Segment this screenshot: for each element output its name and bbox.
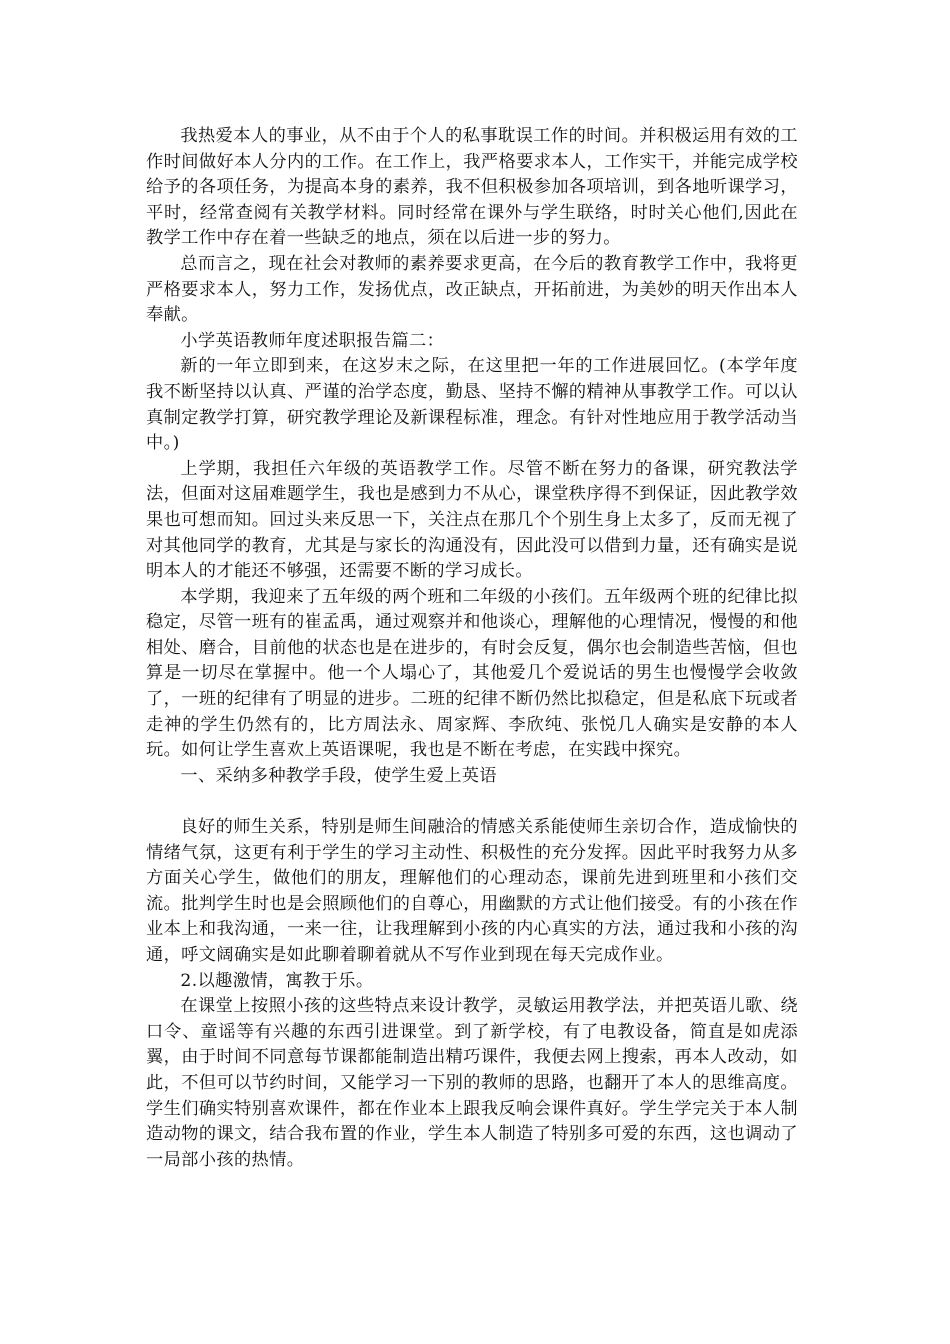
document-page	[146, 124, 798, 1173]
blank-line	[146, 789, 798, 815]
paragraph-teacher-student-relationship: 良好的师生关系，特别是师生间融洽的情感关系能使师生亲切合作，造成愉快的情绪气氛，这更有利于学生的学习主动性、积极性的充分发挥。因此平时我努力从多方面关心学生，做他们的朋友，理解他们的心理动态，课前先进到班里和小孩们交流。批判学生时也是会照顾他们的自尊心，用幽默的方式让他们接受。有的小孩在作业本上和我沟通，一来一往，让我理解到小孩的内心真实的方法，通过我和小孩的沟通，呼文阔确实是如此聊着聊着就从不写作业到现在每天完成作业。	[146, 817, 798, 965]
heading-teaching-methods: 一、采纳多种教学手段，使学生爱上英语	[180, 765, 497, 786]
paragraph-new-year-review: 新的一年立即到来，在这岁末之际，在这里把一年的工作进展回忆。(本学年度我不断坚持以认真、严谨的治学态度，勤恳、坚持不懈的精神从事教学工作。可以认真制定教学打算，研究教学理论及新课程标准，理念。有针对性地应用于教学活动当中。)	[146, 356, 798, 454]
paragraph-dedication: 我热爱本人的事业，从不由于个人的私事耽误工作的时间。并积极运用有效的工作时间做好本人分内的工作。在工作上，我严格要求本人，工作实干，并能完成学校给予的各项任务，为提高本身的素养，我不但积极参加各项培训，到各地听课学习，平时，经常查阅有关教学材料。同时经常在课外与学生联络，时时关心他们,因此在教学工作中存在着一些缺乏的地点，须在以后进一步的努力。	[146, 126, 798, 249]
paragraph-this-semester: 本学期，我迎来了五年级的两个班和二年级的小孩们。五年级两个班的纪律比拟稳定，尽管一班有的崔孟禹，通过观察并和他谈心，理解他的心理情况，慢慢的和他相处、磨合，目前他的状态也是在进步的，有时会反复，偶尔也会制造些苦恼，但也算是一切尽在掌握中。他一个人塌心了，其他爱几个爱说话的男生也慢慢学会收敛了，一班的纪律有了明显的进步。二班的纪律不断仍然比拟稳定，但是私底下玩或者走神的学生仍然有的，比方周法永、周家辉、李欣纯、张悦几人确实是安静的本人玩。如何让学生喜欢上英语课呢，我也是不断在考虑，在实践中探究。	[146, 586, 798, 761]
paragraph-conclusion: 总而言之，现在社会对教师的素养要求更高，在今后的教育教学工作中，我将更严格要求本人，努力工作，发扬优点，改正缺点，开拓前进，为美妙的明天作出本人奉献。	[146, 253, 798, 326]
paragraph-last-semester: 上学期，我担任六年级的英语教学工作。尽管不断在努力的备课，研究教法学法，但面对这届难题学生，我也是感到力不从心，课堂秩序得不到保证，因此教学效果也可想而知。回过头来反思一下，关注点在那几个个别生身上太多了，反而无视了对其他同学的教育，尤其是与家长的沟通没有，因此没可以借到力量，还有确实是说明本人的才能还不够强，还需要不断的学习成长。	[146, 458, 798, 582]
heading-interest-teaching: 2.以趣激情，寓教于乐。	[180, 970, 374, 991]
paragraph-classroom-design: 在课堂上按照小孩的这些特点来设计教学，灵敏运用教学法，并把英语儿歌、绕口令、童谣等有兴趣的东西引进课堂。到了新学校，有了电教设备，简直是如虎添翼，由于时间不同意每节课都能制造出精巧课件，我便去网上搜索，再本人改动，如此，不但可以节约时间，又能学习一下别的教师的思路，也翻开了本人的思维高度。学生们确实特别喜欢课件，都在作业本上跟我反响会课件真好。学生学完关于本人制造动物的课文，结合我布置的作业，学生本人制造了特别多可爱的东西，这也调动了一局部小孩的热情。	[146, 996, 798, 1170]
section-title-part-two: 小学英语教师年度述职报告篇二：	[180, 330, 445, 351]
